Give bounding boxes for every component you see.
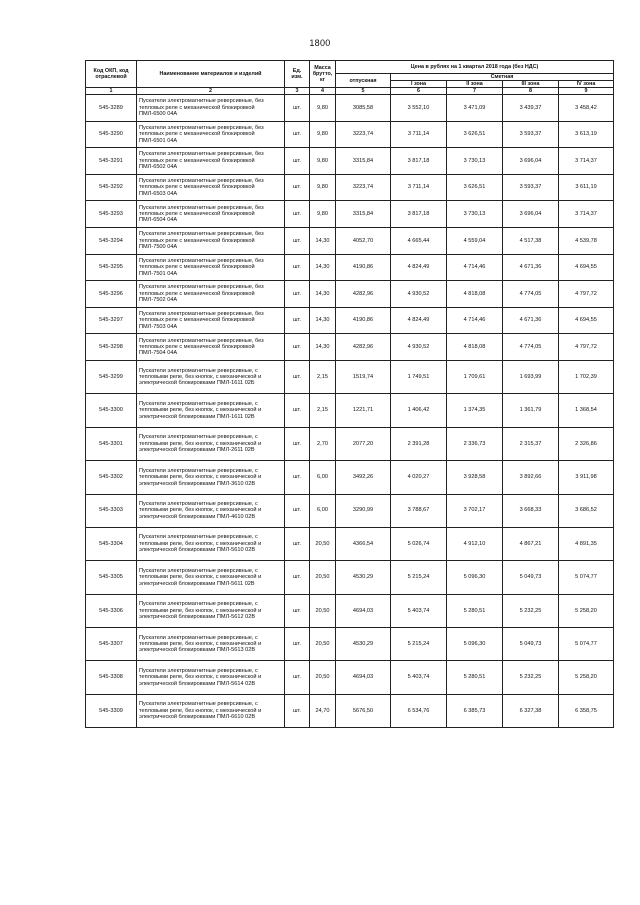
- table-body: [86, 95, 614, 728]
- header-unit: Ед. изм.: [285, 61, 310, 88]
- okp-code: 545-3309: [86, 694, 137, 727]
- release-price: 4694,03: [336, 594, 391, 627]
- column-number: 8: [503, 88, 559, 95]
- zone-1-price: 6 534,76: [391, 694, 447, 727]
- table-row: [86, 307, 614, 334]
- header-name: Наименование материалов и изделий: [137, 61, 285, 88]
- zone-2-price: 5 280,51: [447, 594, 503, 627]
- zone-2-price: 1 709,61: [447, 360, 503, 393]
- unit-cell: шт.: [285, 281, 310, 308]
- release-price: 4052,70: [336, 227, 391, 254]
- item-name: Пускатели электромагнитные реверсивные, с тепловыми реле, без кнопок, с механической и электрической блокировками ПМЛ-1611 02Б: [137, 360, 285, 393]
- column-number: 3: [285, 88, 310, 95]
- release-price: 3085,58: [336, 95, 391, 122]
- unit-cell: шт.: [285, 494, 310, 527]
- column-number: 1: [86, 88, 137, 95]
- item-name: Пускатели электромагнитные реверсивные, с тепловыми реле, без кнопок, с механической и электрической блокировками ПМЛ-5614 02В: [137, 661, 285, 694]
- zone-3-price: 4 774,05: [503, 281, 559, 308]
- okp-code: 545-3304: [86, 527, 137, 560]
- release-price: 1519,74: [336, 360, 391, 393]
- zone-4-price: 3 458,42: [559, 95, 614, 122]
- zone-4-price: 4 539,78: [559, 227, 614, 254]
- item-name: Пускатели электромагнитные реверсивные, без тепловых реле с механической блокировкой ПМЛ-6501 04А: [137, 121, 285, 148]
- header-code: Код ОКП, код отраслевой: [86, 61, 137, 88]
- okp-code: 545-3298: [86, 334, 137, 361]
- zone-4-price: 3 611,19: [559, 174, 614, 201]
- zone-1-price: 1 406,42: [391, 394, 447, 427]
- okp-code: 545-3295: [86, 254, 137, 281]
- okp-code: 545-3305: [86, 561, 137, 594]
- okp-code: 545-3307: [86, 628, 137, 661]
- zone-2-price: 4 818,08: [447, 334, 503, 361]
- zone-2-price: 3 471,09: [447, 95, 503, 122]
- item-name: Пускатели электромагнитные реверсивные, с тепловыми реле, без кнопок, с механической и электрической блокировками ПМЛ-5610 02В: [137, 527, 285, 560]
- zone-2-price: 1 374,35: [447, 394, 503, 427]
- zone-2-price: 3 702,17: [447, 494, 503, 527]
- mass-cell: 14,30: [310, 227, 336, 254]
- mass-cell: 20,50: [310, 527, 336, 560]
- zone-4-price: 5 258,20: [559, 594, 614, 627]
- zone-1-price: 3 711,14: [391, 121, 447, 148]
- okp-code: 545-3297: [86, 307, 137, 334]
- okp-code: 545-3299: [86, 360, 137, 393]
- okp-code: 545-3292: [86, 174, 137, 201]
- mass-cell: 14,30: [310, 281, 336, 308]
- header-mass: Масса брутто, кг: [310, 61, 336, 88]
- mass-cell: 20,50: [310, 594, 336, 627]
- unit-cell: шт.: [285, 527, 310, 560]
- table-row: [86, 201, 614, 228]
- release-price: 3223,74: [336, 121, 391, 148]
- zone-3-price: 4 671,36: [503, 307, 559, 334]
- mass-cell: 14,30: [310, 254, 336, 281]
- unit-cell: шт.: [285, 461, 310, 494]
- header-estimate-group: Сметная: [391, 74, 614, 81]
- header-price-group: Цена в рублях на 1 квартал 2018 года (без НДС): [336, 61, 614, 74]
- table-row: [86, 227, 614, 254]
- release-price: 4530,29: [336, 561, 391, 594]
- zone-3-price: 3 696,04: [503, 148, 559, 175]
- zone-1-price: 3 788,67: [391, 494, 447, 527]
- okp-code: 545-3296: [86, 281, 137, 308]
- unit-cell: шт.: [285, 394, 310, 427]
- price-table: [85, 60, 614, 728]
- zone-2-price: 5 096,30: [447, 628, 503, 661]
- zone-2-price: 3 928,58: [447, 461, 503, 494]
- unit-cell: шт.: [285, 307, 310, 334]
- item-name: Пускатели электромагнитные реверсивные, с тепловыми реле, без кнопок, с механической и электрической блокировками ПМЛ-2611 02В: [137, 427, 285, 460]
- zone-1-price: 3 552,10: [391, 95, 447, 122]
- release-price: 3223,74: [336, 174, 391, 201]
- zone-3-price: 4 867,21: [503, 527, 559, 560]
- zone-1-price: 4 930,52: [391, 334, 447, 361]
- okp-code: 545-3301: [86, 427, 137, 460]
- okp-code: 545-3303: [86, 494, 137, 527]
- mass-cell: 20,50: [310, 561, 336, 594]
- table-row: [86, 461, 614, 494]
- zone-1-price: 4 824,49: [391, 307, 447, 334]
- zone-4-price: 3 686,52: [559, 494, 614, 527]
- column-number: 4: [310, 88, 336, 95]
- header-zone-1: I зона: [391, 81, 447, 88]
- okp-code: 545-3300: [86, 394, 137, 427]
- unit-cell: шт.: [285, 427, 310, 460]
- mass-cell: 9,80: [310, 148, 336, 175]
- zone-3-price: 2 315,37: [503, 427, 559, 460]
- table-row: [86, 427, 614, 460]
- unit-cell: шт.: [285, 360, 310, 393]
- zone-3-price: 3 668,33: [503, 494, 559, 527]
- zone-3-price: 3 696,04: [503, 201, 559, 228]
- mass-cell: 14,30: [310, 334, 336, 361]
- zone-4-price: 2 326,86: [559, 427, 614, 460]
- zone-4-price: 4 891,35: [559, 527, 614, 560]
- release-price: 1221,71: [336, 394, 391, 427]
- table-row: [86, 334, 614, 361]
- zone-2-price: 5 096,30: [447, 561, 503, 594]
- mass-cell: 9,80: [310, 174, 336, 201]
- mass-cell: 2,15: [310, 360, 336, 393]
- zone-3-price: 5 049,73: [503, 628, 559, 661]
- okp-code: 545-3293: [86, 201, 137, 228]
- header-zone-2: II зона: [447, 81, 503, 88]
- okp-code: 545-3289: [86, 95, 137, 122]
- zone-2-price: 3 626,51: [447, 174, 503, 201]
- table-row: [86, 95, 614, 122]
- item-name: Пускатели электромагнитные реверсивные, с тепловыми реле, без кнопок, с механической и электрической блокировками ПМЛ-1611 02В: [137, 394, 285, 427]
- mass-cell: 24,70: [310, 694, 336, 727]
- header-release-price: отпускная: [336, 74, 391, 88]
- table-header: [86, 61, 614, 95]
- okp-code: 545-3294: [86, 227, 137, 254]
- mass-cell: 20,50: [310, 661, 336, 694]
- mass-cell: 9,80: [310, 95, 336, 122]
- zone-4-price: 4 797,72: [559, 334, 614, 361]
- zone-4-price: 6 358,75: [559, 694, 614, 727]
- zone-2-price: 4 714,46: [447, 254, 503, 281]
- column-number: 6: [391, 88, 447, 95]
- item-name: Пускатели электромагнитные реверсивные, без тепловых реле с механической блокировкой ПМЛ-6504 04А: [137, 201, 285, 228]
- zone-1-price: 5 026,74: [391, 527, 447, 560]
- zone-2-price: 4 714,46: [447, 307, 503, 334]
- mass-cell: 9,80: [310, 201, 336, 228]
- zone-2-price: 4 818,08: [447, 281, 503, 308]
- unit-cell: шт.: [285, 227, 310, 254]
- table-row: [86, 121, 614, 148]
- mass-cell: 20,50: [310, 628, 336, 661]
- item-name: Пускатели электромагнитные реверсивные, с тепловыми реле, без кнопок, с механической и электрической блокировками ПМЛ-5611 02В: [137, 561, 285, 594]
- zone-1-price: 2 391,28: [391, 427, 447, 460]
- column-number: 9: [559, 88, 614, 95]
- table-row: [86, 628, 614, 661]
- item-name: Пускатели электромагнитные реверсивные, без тепловых реле с механической блокировкой ПМЛ-7504 04А: [137, 334, 285, 361]
- release-price: 4190,86: [336, 307, 391, 334]
- page-number: 1800: [309, 38, 331, 48]
- release-price: 3315,84: [336, 201, 391, 228]
- table-row: [86, 148, 614, 175]
- zone-2-price: 2 336,73: [447, 427, 503, 460]
- item-name: Пускатели электромагнитные реверсивные, без тепловых реле с механической блокировкой ПМЛ-7503 04А: [137, 307, 285, 334]
- okp-code: 545-3308: [86, 661, 137, 694]
- okp-code: 545-3290: [86, 121, 137, 148]
- zone-3-price: 1 361,79: [503, 394, 559, 427]
- item-name: Пускатели электромагнитные реверсивные, с тепловыми реле, без кнопок, с механической и электрической блокировками ПМЛ-4610 02В: [137, 494, 285, 527]
- unit-cell: шт.: [285, 334, 310, 361]
- zone-4-price: 4 694,55: [559, 307, 614, 334]
- zone-4-price: 3 714,37: [559, 201, 614, 228]
- item-name: Пускатели электромагнитные реверсивные, без тепловых реле с механической блокировкой ПМЛ-7500 04А: [137, 227, 285, 254]
- mass-cell: 14,30: [310, 307, 336, 334]
- release-price: 4694,03: [336, 661, 391, 694]
- zone-1-price: 4 665,44: [391, 227, 447, 254]
- zone-4-price: 1 702,39: [559, 360, 614, 393]
- unit-cell: шт.: [285, 254, 310, 281]
- unit-cell: шт.: [285, 148, 310, 175]
- zone-4-price: 4 797,72: [559, 281, 614, 308]
- table-row: [86, 527, 614, 560]
- zone-3-price: 3 593,37: [503, 174, 559, 201]
- unit-cell: шт.: [285, 694, 310, 727]
- item-name: Пускатели электромагнитные реверсивные, с тепловыми реле, без кнопок, с механической и электрической блокировками ПМЛ-6610 02В: [137, 694, 285, 727]
- zone-1-price: 4 824,49: [391, 254, 447, 281]
- zone-1-price: 3 711,14: [391, 174, 447, 201]
- zone-3-price: 5 232,25: [503, 661, 559, 694]
- unit-cell: шт.: [285, 561, 310, 594]
- zone-2-price: 4 559,04: [447, 227, 503, 254]
- release-price: 3492,26: [336, 461, 391, 494]
- zone-1-price: 5 403,74: [391, 594, 447, 627]
- unit-cell: шт.: [285, 594, 310, 627]
- mass-cell: 2,70: [310, 427, 336, 460]
- zone-1-price: 1 749,51: [391, 360, 447, 393]
- release-price: 2077,20: [336, 427, 391, 460]
- unit-cell: шт.: [285, 201, 310, 228]
- table-row: [86, 661, 614, 694]
- table-row: [86, 281, 614, 308]
- zone-2-price: 3 626,51: [447, 121, 503, 148]
- zone-3-price: 4 671,36: [503, 254, 559, 281]
- zone-1-price: 3 817,18: [391, 201, 447, 228]
- release-price: 4282,96: [336, 281, 391, 308]
- zone-4-price: 4 694,55: [559, 254, 614, 281]
- okp-code: 545-3291: [86, 148, 137, 175]
- zone-1-price: 5 403,74: [391, 661, 447, 694]
- release-price: 4282,96: [336, 334, 391, 361]
- mass-cell: 9,80: [310, 121, 336, 148]
- release-price: 4530,29: [336, 628, 391, 661]
- mass-cell: 6,00: [310, 461, 336, 494]
- column-number: 2: [137, 88, 285, 95]
- zone-3-price: 1 693,99: [503, 360, 559, 393]
- item-name: Пускатели электромагнитные реверсивные, без тепловых реле с механической блокировкой ПМЛ-7501 04А: [137, 254, 285, 281]
- zone-2-price: 5 280,51: [447, 661, 503, 694]
- mass-cell: 2,15: [310, 394, 336, 427]
- release-price: 4190,86: [336, 254, 391, 281]
- header-zone-4: IV зона: [559, 81, 614, 88]
- item-name: Пускатели электромагнитные реверсивные, с тепловыми реле, без кнопок, с механической и электрической блокировками ПМЛ-5612 02В: [137, 594, 285, 627]
- unit-cell: шт.: [285, 628, 310, 661]
- column-number: 5: [336, 88, 391, 95]
- unit-cell: шт.: [285, 174, 310, 201]
- zone-4-price: 1 368,54: [559, 394, 614, 427]
- header-zone-3: III зона: [503, 81, 559, 88]
- zone-3-price: 4 774,05: [503, 334, 559, 361]
- release-price: 5676,50: [336, 694, 391, 727]
- item-name: Пускатели электромагнитные реверсивные, без тепловых реле с механической блокировкой ПМЛ-6503 04А: [137, 174, 285, 201]
- zone-2-price: 4 912,10: [447, 527, 503, 560]
- table-row: [86, 254, 614, 281]
- table-row: [86, 394, 614, 427]
- zone-1-price: 3 817,18: [391, 148, 447, 175]
- unit-cell: шт.: [285, 121, 310, 148]
- zone-4-price: 3 911,98: [559, 461, 614, 494]
- unit-cell: шт.: [285, 661, 310, 694]
- zone-1-price: 5 215,24: [391, 561, 447, 594]
- zone-3-price: 3 439,37: [503, 95, 559, 122]
- item-name: Пускатели электромагнитные реверсивные, без тепловых реле с механической блокировкой ПМЛ-6502 04А: [137, 148, 285, 175]
- zone-2-price: 3 730,13: [447, 148, 503, 175]
- zone-2-price: 6 385,73: [447, 694, 503, 727]
- item-name: Пускатели электромагнитные реверсивные, с тепловыми реле, без кнопок, с механической и электрической блокировками ПМЛ-3610 02В: [137, 461, 285, 494]
- zone-3-price: 5 049,73: [503, 561, 559, 594]
- zone-3-price: 3 892,66: [503, 461, 559, 494]
- zone-4-price: 3 714,37: [559, 148, 614, 175]
- okp-code: 545-3302: [86, 461, 137, 494]
- item-name: Пускатели электромагнитные реверсивные, с тепловыми реле, без кнопок, с механической и электрической блокировками ПМЛ-5613 02В: [137, 628, 285, 661]
- zone-4-price: 5 074,77: [559, 628, 614, 661]
- unit-cell: шт.: [285, 95, 310, 122]
- mass-cell: 6,00: [310, 494, 336, 527]
- table-row: [86, 494, 614, 527]
- release-price: 3315,84: [336, 148, 391, 175]
- table-row: [86, 360, 614, 393]
- zone-4-price: 5 074,77: [559, 561, 614, 594]
- column-number: 7: [447, 88, 503, 95]
- zone-2-price: 3 730,13: [447, 201, 503, 228]
- table-row: [86, 174, 614, 201]
- zone-3-price: 4 517,38: [503, 227, 559, 254]
- zone-1-price: 5 215,24: [391, 628, 447, 661]
- table-row: [86, 594, 614, 627]
- zone-4-price: 3 613,19: [559, 121, 614, 148]
- zone-1-price: 4 020,27: [391, 461, 447, 494]
- zone-3-price: 3 593,37: [503, 121, 559, 148]
- zone-4-price: 5 258,20: [559, 661, 614, 694]
- release-price: 3290,99: [336, 494, 391, 527]
- table-row: [86, 694, 614, 727]
- item-name: Пускатели электромагнитные реверсивные, без тепловых реле с механической блокировкой ПМЛ-6500 04А: [137, 95, 285, 122]
- zone-3-price: 5 232,25: [503, 594, 559, 627]
- okp-code: 545-3306: [86, 594, 137, 627]
- release-price: 4366,54: [336, 527, 391, 560]
- zone-3-price: 6 327,38: [503, 694, 559, 727]
- item-name: Пускатели электромагнитные реверсивные, без тепловых реле с механической блокировкой ПМЛ-7502 04А: [137, 281, 285, 308]
- table-row: [86, 561, 614, 594]
- zone-1-price: 4 930,52: [391, 281, 447, 308]
